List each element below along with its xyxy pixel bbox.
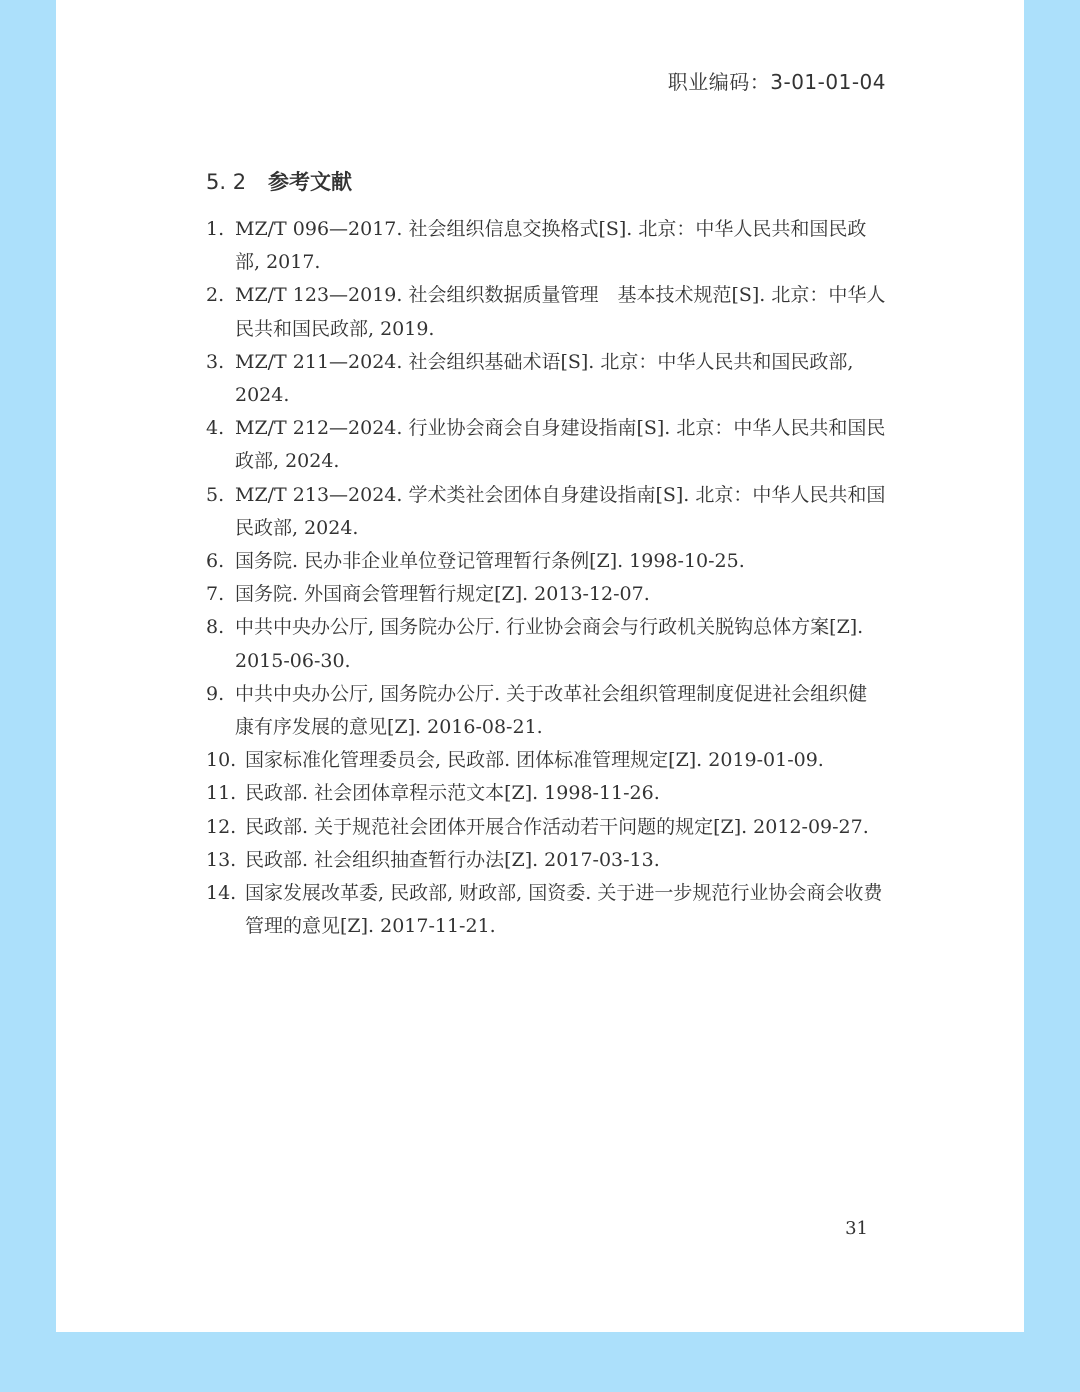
reference-number: 13. — [206, 848, 237, 871]
reference-number: 14. — [206, 882, 237, 905]
reference-text: 民政部. 社会组织抽查暂行办法[Z]. 2017-03-13. — [245, 848, 660, 871]
reference-text: 国务院. 外国商会管理暂行规定[Z]. 2013-12-07. — [235, 583, 650, 606]
reference-item — [206, 811, 886, 844]
reference-item — [206, 346, 886, 412]
reference-text: MZ/T 211—2024. 社会组织基础术语[S]. 北京：中华人民共和国民政部, 2024. — [235, 350, 854, 407]
reference-text: MZ/T 212—2024. 行业协会商会自身建设指南[S]. 北京：中华人民共和国民政部, 2024. — [235, 417, 886, 473]
reference-number: 9. — [206, 682, 225, 705]
reference-number: 8. — [206, 616, 225, 639]
reference-item — [206, 578, 886, 611]
reference-text: MZ/T 096—2017. 社会组织信息交换格式[S]. 北京：中华人民共和国民政部, 2017. — [235, 218, 867, 274]
reference-number: 3. — [206, 350, 225, 373]
reference-text: 中共中央办公厅, 国务院办公厅. 行业协会商会与行政机关脱钩总体方案[Z]. 2015-06-30. — [235, 616, 864, 672]
reference-item — [206, 279, 886, 345]
reference-number: 6. — [206, 550, 225, 573]
reference-number: 2. — [206, 284, 225, 307]
reference-item — [206, 611, 886, 677]
section-number: 5. 2 — [206, 170, 247, 194]
reference-number: 12. — [206, 815, 237, 838]
reference-item — [206, 213, 886, 279]
reference-number: 4. — [206, 417, 225, 440]
section-title: 参考文献 — [268, 170, 352, 194]
reference-text: 民政部. 社会团体章程示范文本[Z]. 1998-11-26. — [245, 782, 660, 805]
reference-text: 民政部. 关于规范社会团体开展合作活动若干问题的规定[Z]. 2012-09-27. — [245, 815, 869, 838]
reference-text: MZ/T 213—2024. 学术类社会团体自身建设指南[S]. 北京：中华人民共和国民政部, 2024. — [235, 483, 886, 539]
reference-item — [206, 545, 886, 578]
reference-item — [206, 678, 886, 744]
reference-text: MZ/T 123—2019. 社会组织数据质量管理 基本技术规范[S]. 北京：中华人民共和国民政部, 2019. — [235, 284, 886, 340]
reference-item — [206, 777, 886, 810]
reference-item — [206, 412, 886, 478]
section-heading — [206, 166, 352, 196]
reference-item — [206, 844, 886, 877]
reference-list — [206, 213, 886, 943]
reference-number: 11. — [206, 782, 237, 805]
occupation-code: 职业编码：3-01-01-04 — [667, 70, 886, 94]
reference-item — [206, 479, 886, 545]
reference-number: 7. — [206, 583, 225, 606]
reference-number: 10. — [206, 749, 237, 772]
reference-item — [206, 744, 886, 777]
reference-item — [206, 877, 886, 943]
reference-number: 5. — [206, 483, 225, 506]
reference-text: 国家发展改革委, 民政部, 财政部, 国资委. 关于进一步规范行业协会商会收费管理的意见[Z]. 2017-11-21. — [245, 882, 883, 938]
reference-text: 国家标准化管理委员会, 民政部. 团体标准管理规定[Z]. 2019-01-09. — [245, 749, 824, 772]
reference-text: 国务院. 民办非企业单位登记管理暂行条例[Z]. 1998-10-25. — [235, 550, 745, 573]
reference-text: 中共中央办公厅, 国务院办公厅. 关于改革社会组织管理制度促进社会组织健康有序发展的意见[Z]. 2016-08-21. — [235, 682, 868, 739]
document-page — [56, 0, 1024, 1332]
reference-number: 1. — [206, 218, 225, 240]
page-number: 31 — [845, 1218, 868, 1239]
